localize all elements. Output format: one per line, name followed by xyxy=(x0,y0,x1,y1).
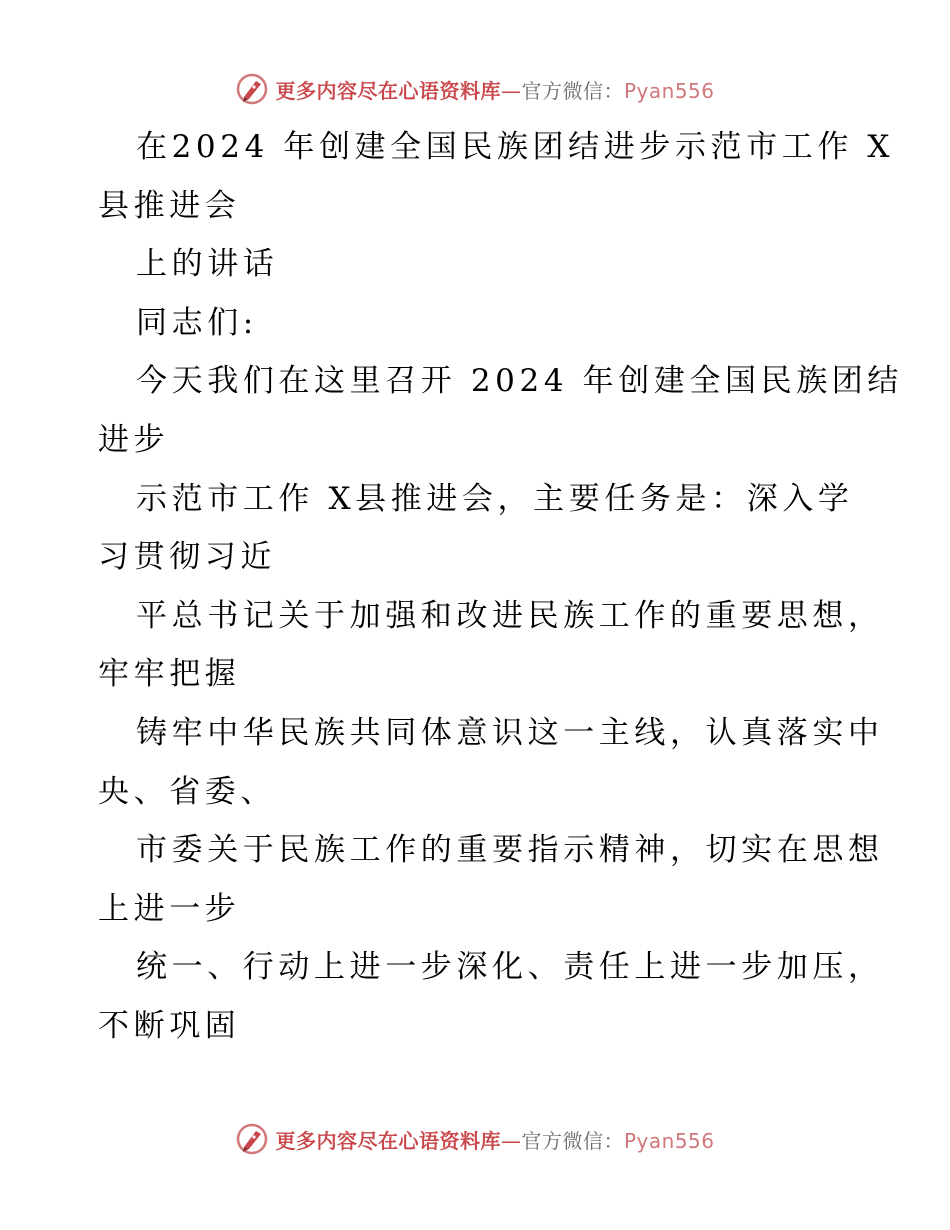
footer-watermark xyxy=(0,1122,950,1156)
header-watermark xyxy=(0,72,950,106)
text-line: 习贯彻习近 xyxy=(98,539,276,576)
text-line: 统一、行动上进一步深化、责任上进一步加压， xyxy=(136,949,884,986)
text-line: 牢牢把握 xyxy=(98,656,241,693)
document-body xyxy=(98,118,903,1056)
text-line: 央、省委、 xyxy=(98,773,276,810)
watermark-text: 更多内容尽在心语资料库—官方微信：Pyan556 xyxy=(275,78,715,103)
text-line: 同志们: xyxy=(136,304,258,341)
text-line: 铸牢中华民族共同体意识这一主线，认真落实中 xyxy=(136,714,884,751)
text-line: 上的讲话 xyxy=(136,246,279,283)
watermark-text: 更多内容尽在心语资料库—官方微信：Pyan556 xyxy=(275,1128,715,1153)
pen-nib-logo-icon xyxy=(235,72,269,106)
text-line: 今天我们在这里召开 2024 年创建全国民族团结 xyxy=(136,363,903,400)
text-line: 县推进会 xyxy=(98,187,241,224)
text-line: 进步 xyxy=(98,421,170,458)
text-line: 市委关于民族工作的重要指示精神，切实在思想 xyxy=(136,832,884,869)
text-line: 不断巩固 xyxy=(98,1007,241,1044)
text-line: 上进一步 xyxy=(98,890,241,927)
text-line: 在2024 年创建全国民族团结进步示范市工作 X xyxy=(136,129,895,165)
text-line: 示范市工作 X县推进会，主要任务是：深入学 xyxy=(136,480,854,517)
pen-nib-logo-icon xyxy=(235,1122,269,1156)
text-line: 平总书记关于加强和改进民族工作的重要思想， xyxy=(136,597,884,634)
